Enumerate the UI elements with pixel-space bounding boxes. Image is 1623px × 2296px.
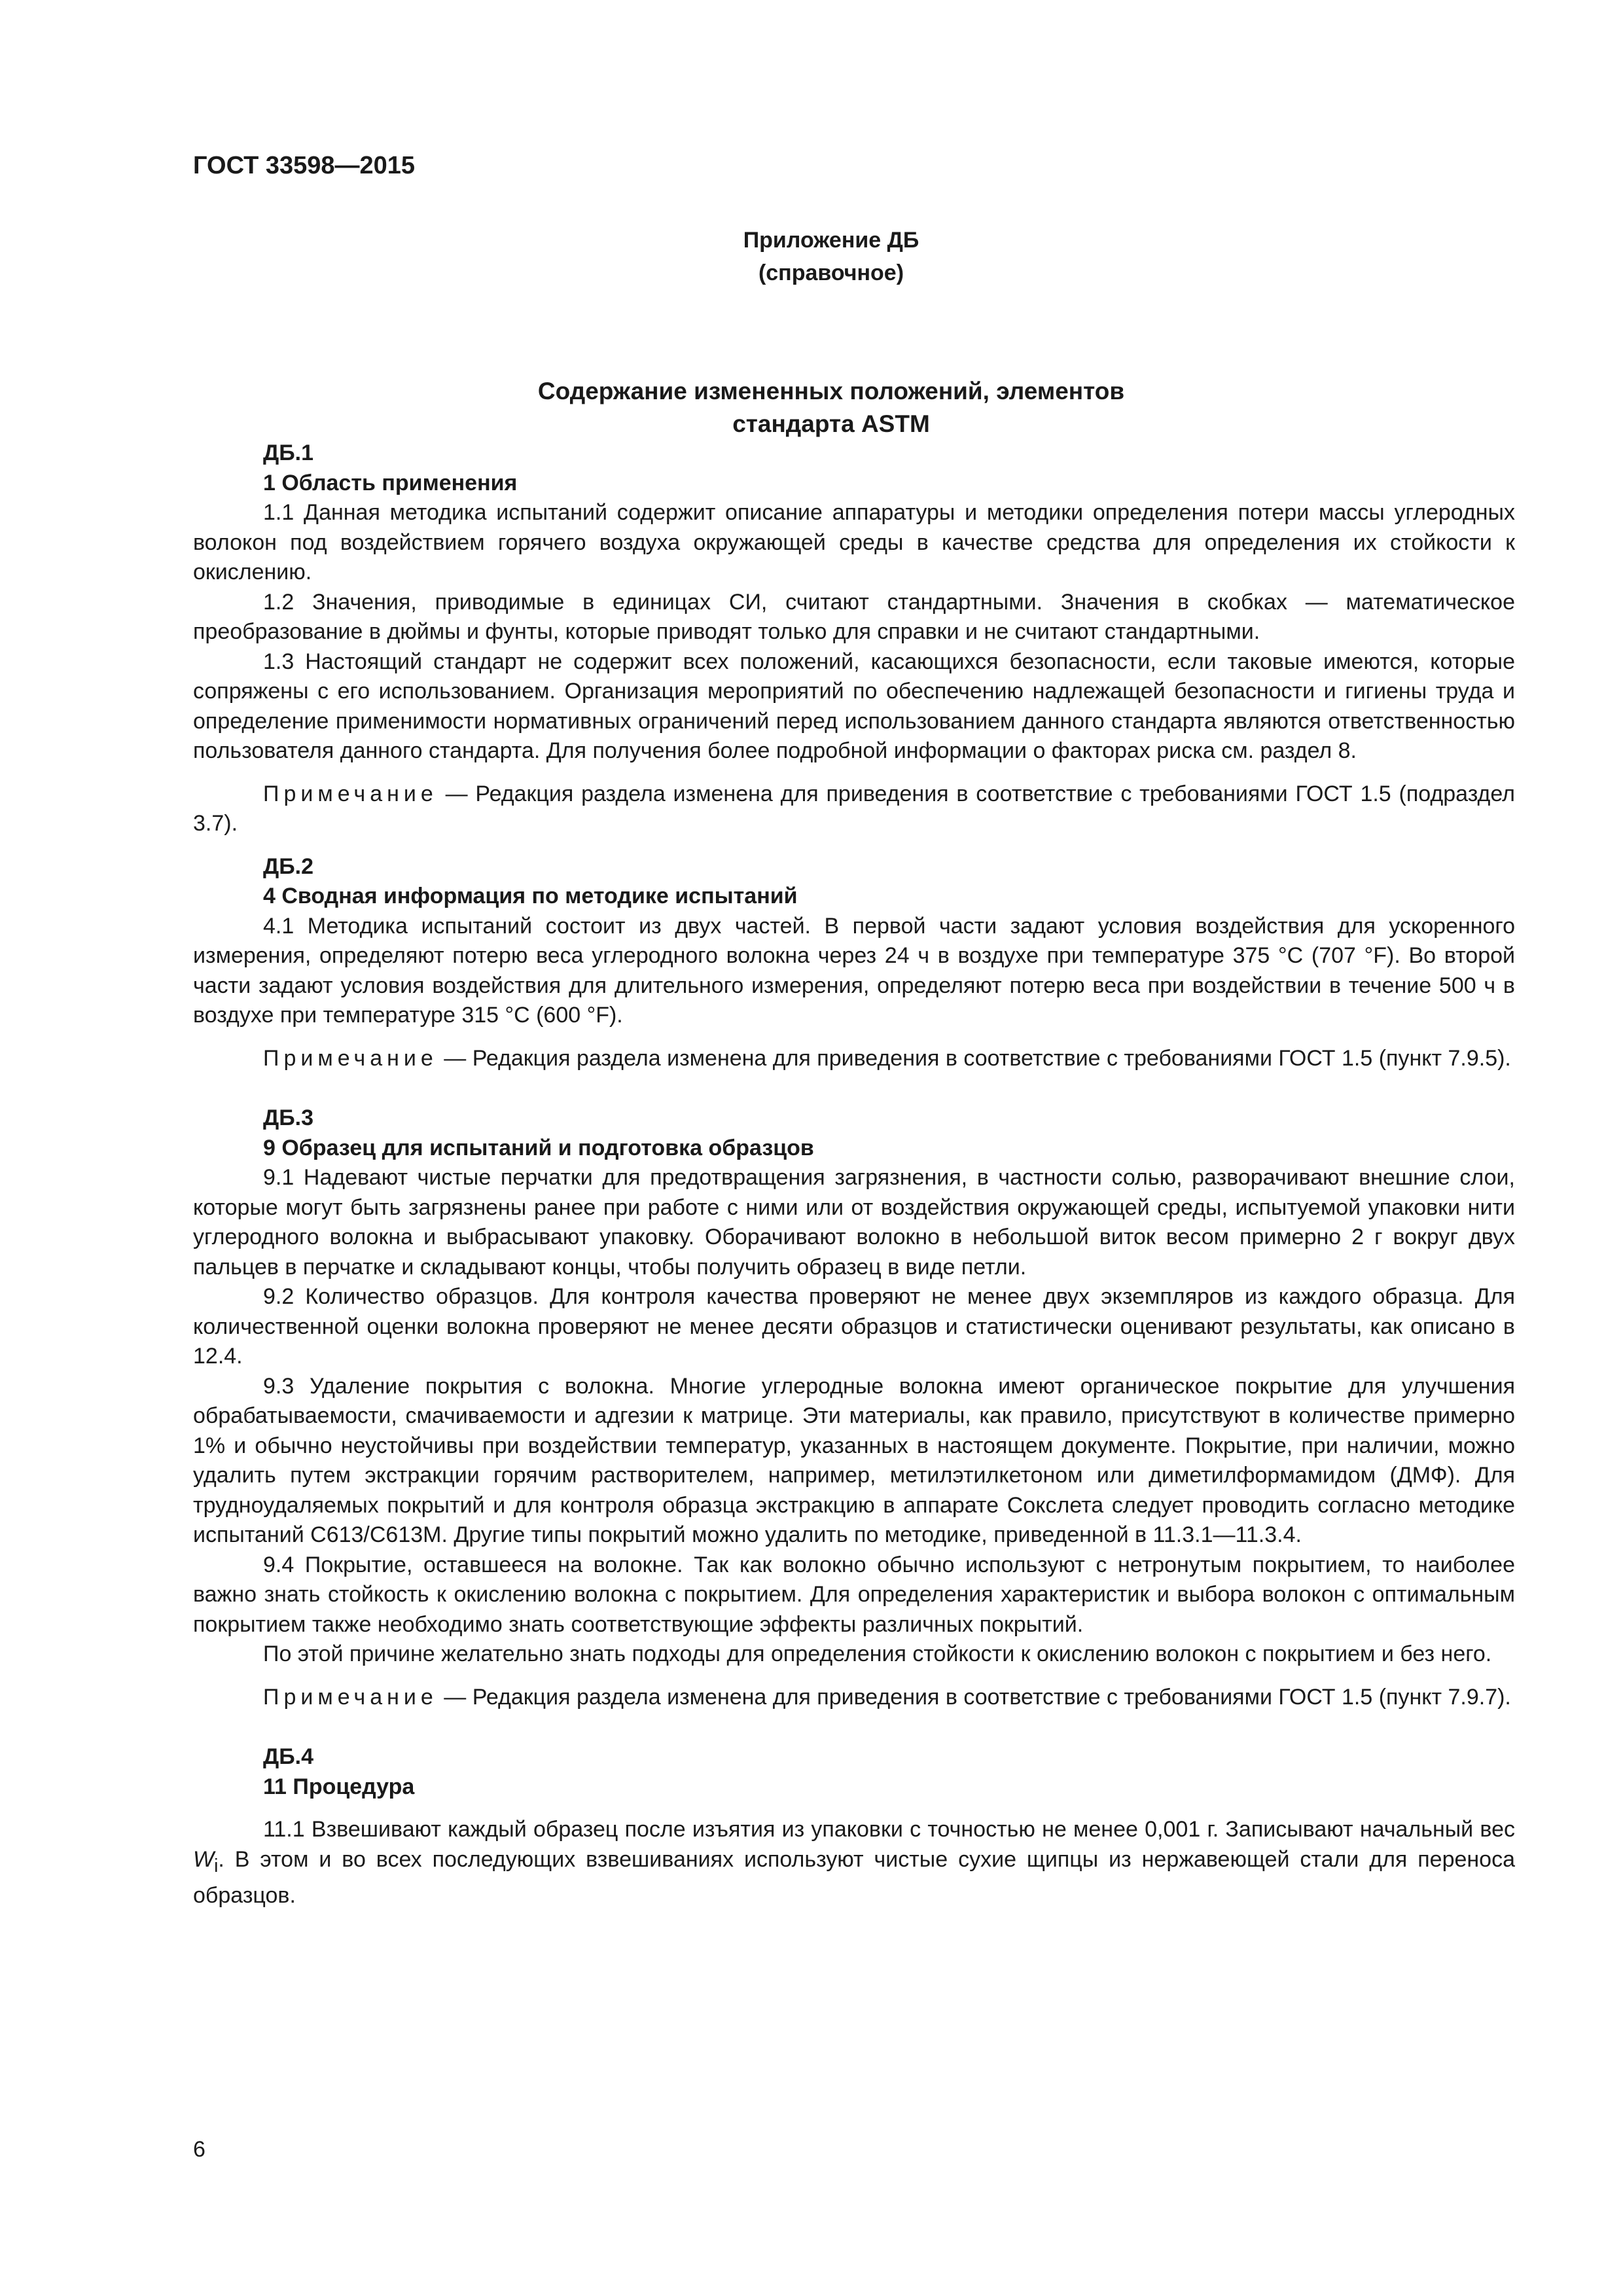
initial-weight-variable: W [193, 1846, 215, 1872]
section-code: ДБ.4 [263, 1744, 314, 1769]
note [193, 1044, 1515, 1074]
paragraph: 11.1 Взвешивают каждый образец после изъятия из упаковки с точностью не менее 0,001 г. Записывают начальный вес $W_i$. В этом и во всех последующих взвешиваниях используют чистые сухие щипцы из нержавеющей стали для переноса образцов. [193, 1817, 1515, 1908]
paragraph: 9.2 Количество образцов. Для контроля качества проверяют не менее двух экземпляров из каждого образца. Для количественной оценки волокна проверяют не менее десяти образцов и статистически оценивают результаты, как описано в 12.4. [193, 1284, 1515, 1369]
section-code: ДБ.1 [263, 440, 314, 465]
section-heading: 1 Область применения [263, 470, 518, 495]
note-text: — Редакция раздела изменена для приведения в соответствие с требованиями ГОСТ 1.5 (пункт 7.9.5). [437, 1045, 1511, 1071]
paragraph: 1.3 Настоящий стандарт не содержит всех положений, касающихся безопасности, если таковые имеются, которые сопряжены с его использованием. Организация мероприятий по обеспечению надлежащей безопасности и гигиены труда и определение применимости нормативных ограничений перед использованием данного стандарта являются ответственностью пользователя данного стандарта. Для получения более подробной информации о факторах риска см. раздел 8. [193, 649, 1515, 763]
standard-code: ГОСТ 33598—2015 [193, 152, 416, 179]
note-label: Примечание [263, 1684, 438, 1710]
section-heading: 11 Процедура [263, 1774, 415, 1799]
annex-heading [193, 224, 1469, 289]
section-code: ДБ.3 [263, 1105, 314, 1130]
note-label: Примечание [263, 781, 438, 806]
annex-title: Приложение ДБ [743, 228, 919, 253]
paragraph: 1.2 Значения, приводимые в единицах СИ, считают стандартными. Значения в скобках — математическое преобразование в дюймы и фунты, которые приводят только для справки и не считают стандартными. [193, 589, 1515, 644]
page-number: 6 [193, 2137, 205, 2162]
paragraph: По этой причине желательно знать подходы для определения стойкости к окислению волокон с покрытием и без него. [263, 1641, 1492, 1666]
section-db4 [193, 1742, 1515, 1910]
annex-main-title [193, 375, 1469, 440]
note-text: — Редакция раздела изменена для приведения в соответствие с требованиями ГОСТ 1.5 (пункт 7.9.7). [437, 1684, 1511, 1710]
section-db2 [193, 852, 1515, 1074]
paragraph: 9.3 Удаление покрытия с волокна. Многие углеродные волокна имеют органическое покрытие для улучшения обрабатываемости, смачиваемости и адгезии к матрице. Эти материалы, как правило, присутствуют в количестве примерно 1% и обычно неустойчивы при воздействии температур, указанных в настоящем документе. Покрытие, при наличии, можно удалить путем экстракции горячим растворителем, например, метилэтилкетоном или диметилформамидом (ДМФ). Для трудноудаляемых покрытий и для контроля образца экстракцию в аппарате Сокслета следует проводить согласно методике испытаний С613/С613М. Другие типы покрытий можно удалить по методике, приведенной в 11.3.1—11.3.4. [193, 1373, 1515, 1547]
section-heading: 4 Сводная информация по методике испытаний [263, 884, 798, 908]
section-code: ДБ.2 [263, 853, 314, 879]
section-heading: 9 Образец для испытаний и подготовка образцов [263, 1135, 814, 1160]
initial-weight-subscript: i [214, 1855, 219, 1876]
section-db3 [193, 1103, 1515, 1712]
section-db1 [193, 439, 1515, 839]
main-title-line-2: стандарта ASTM [732, 410, 930, 437]
paragraph: 9.4 Покрытие, оставшееся на волокне. Так как волокно обычно используют с нетронутым покрытием, то наиболее важно знать стойкость к окислению волокна с покрытием. Для определения характеристик и выбора волокон с оптимальным покрытием также необходимо знать соответствующие эффекты различных покрытий. [193, 1552, 1515, 1637]
note [193, 780, 1515, 839]
paragraph: 4.1 Методика испытаний состоит из двух частей. В первой части задают условия воздействия для ускоренного измерения, определяют потерю веса углеродного волокна через 24 ч в воздухе при температуре 375 °С (707 °F). Во второй части задают условия воздействия для длительного измерения, определяют потерю веса при воздействии в течение 500 ч в воздухе при температуре 315 °С (600 °F). [193, 913, 1515, 1028]
note [193, 1683, 1515, 1713]
main-title-line-1: Содержание измененных положений, элементов [537, 378, 1125, 404]
annex-type: (справочное) [758, 260, 904, 285]
note-text: — Редакция раздела изменена для приведения в соответствие с требованиями ГОСТ 1.5 (подраздел 3.7). [193, 781, 1515, 836]
paragraph: 1.1 Данная методика испытаний содержит описание аппаратуры и методики определения потери массы углеродных волокон под воздействием горячего воздуха окружающей среды в качестве средства для определения их стойкости к окислению. [193, 500, 1515, 584]
note-label: Примечание [263, 1045, 438, 1071]
paragraph: 9.1 Надевают чистые перчатки для предотвращения загрязнения, в частности солью, разворачивают внешние слои, которые могут быть загрязнены ранее при работе с ними или от воздействия окружающей среды, испытуемой упаковки нити углеродного волокна и выбрасывают упаковку. Оборачивают волокно в небольшой виток весом примерно 2 г вокруг двух пальцев в перчатке и складывают концы, чтобы получить образец в виде петли. [193, 1165, 1515, 1280]
document-body [193, 439, 1515, 1910]
